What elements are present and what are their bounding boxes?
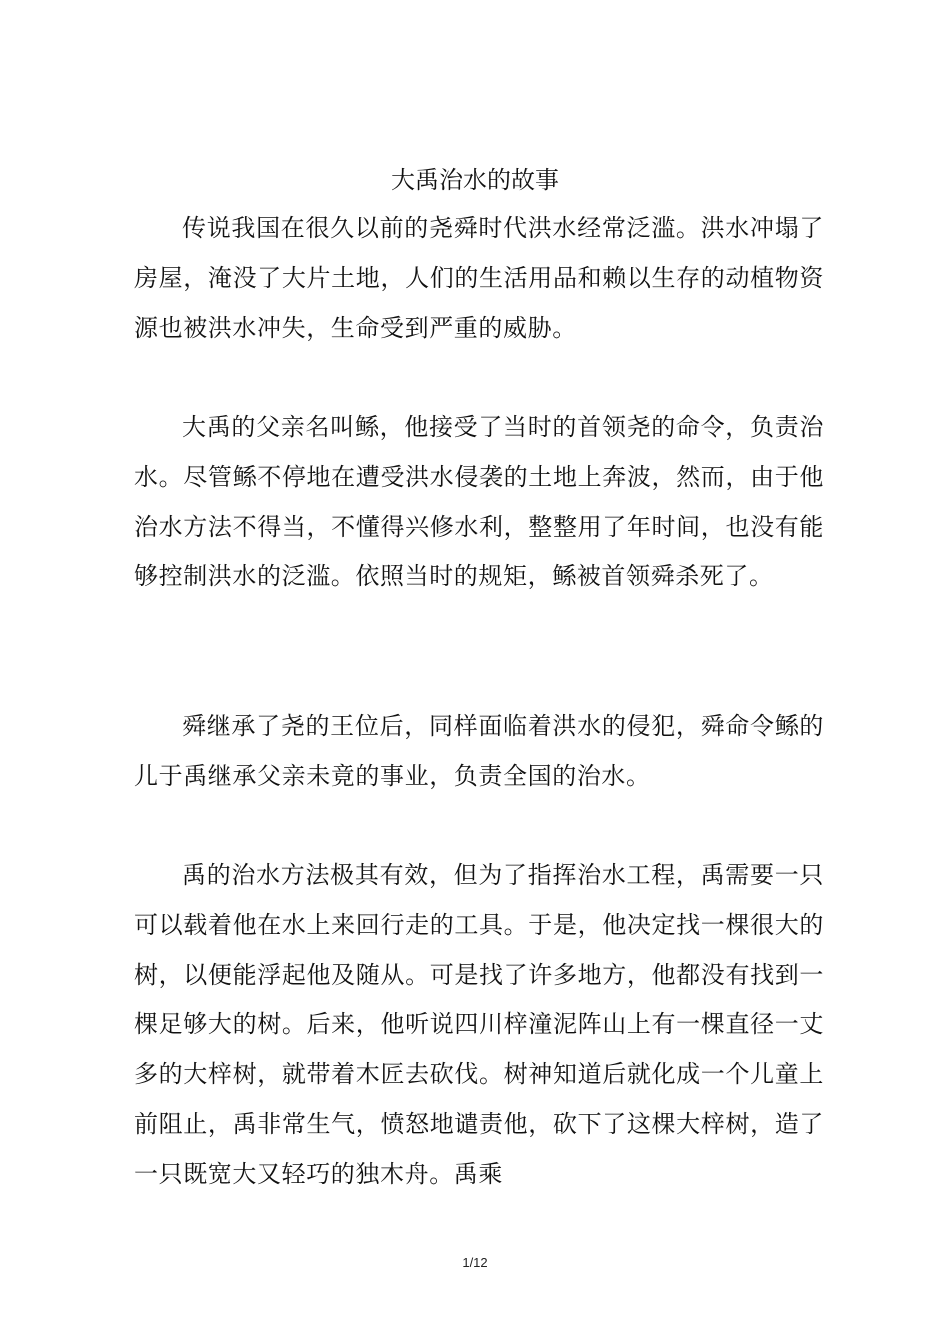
paragraph-4: 禹的治水方法极其有效，但为了指挥治水工程，禹需要一只可以载着他在水上来回行走的工具。于是，他决定找一棵很大的树，以便能浮起他及随从。可是找了许多地方，他都没有找到一棵足够大的树。后来，他听说四川梓潼泥阵山上有一棵直径一丈多的大梓树，就带着木匠去砍伐。树神知道后就化成一个儿童上前阻止，禹非常生气，愤怒地谴责他，砍下了这棵大梓树，造了一只既宽大又轻巧的独木舟。禹乘 [134, 861, 824, 1188]
page-number: 1/12 [462, 1255, 488, 1270]
paragraph-3: 舜继承了尧的王位后，同样面临着洪水的侵犯，舜命令鲧的儿于禹继承父亲未竟的事业，负责全国的治水。 [134, 712, 824, 790]
document-title: 大禹治水的故事 [391, 166, 559, 194]
paragraph-1: 传说我国在很久以前的尧舜时代洪水经常泛滥。洪水冲塌了房屋，淹没了大片土地，人们的生活用品和赖以生存的动植物资源也被洪水冲失，生命受到严重的威胁。 [134, 214, 824, 342]
paragraph-2: 大禹的父亲名叫鲧，他接受了当时的首领尧的命令，负责治水。尽管鲧不停地在遭受洪水侵袭的土地上奔波，然而，由于他治水方法不得当，不懂得兴修水利，整整用了年时间，也没有能够控制洪水的泛滥。依照当时的规矩，鲧被首领舜杀死了。 [134, 413, 824, 591]
